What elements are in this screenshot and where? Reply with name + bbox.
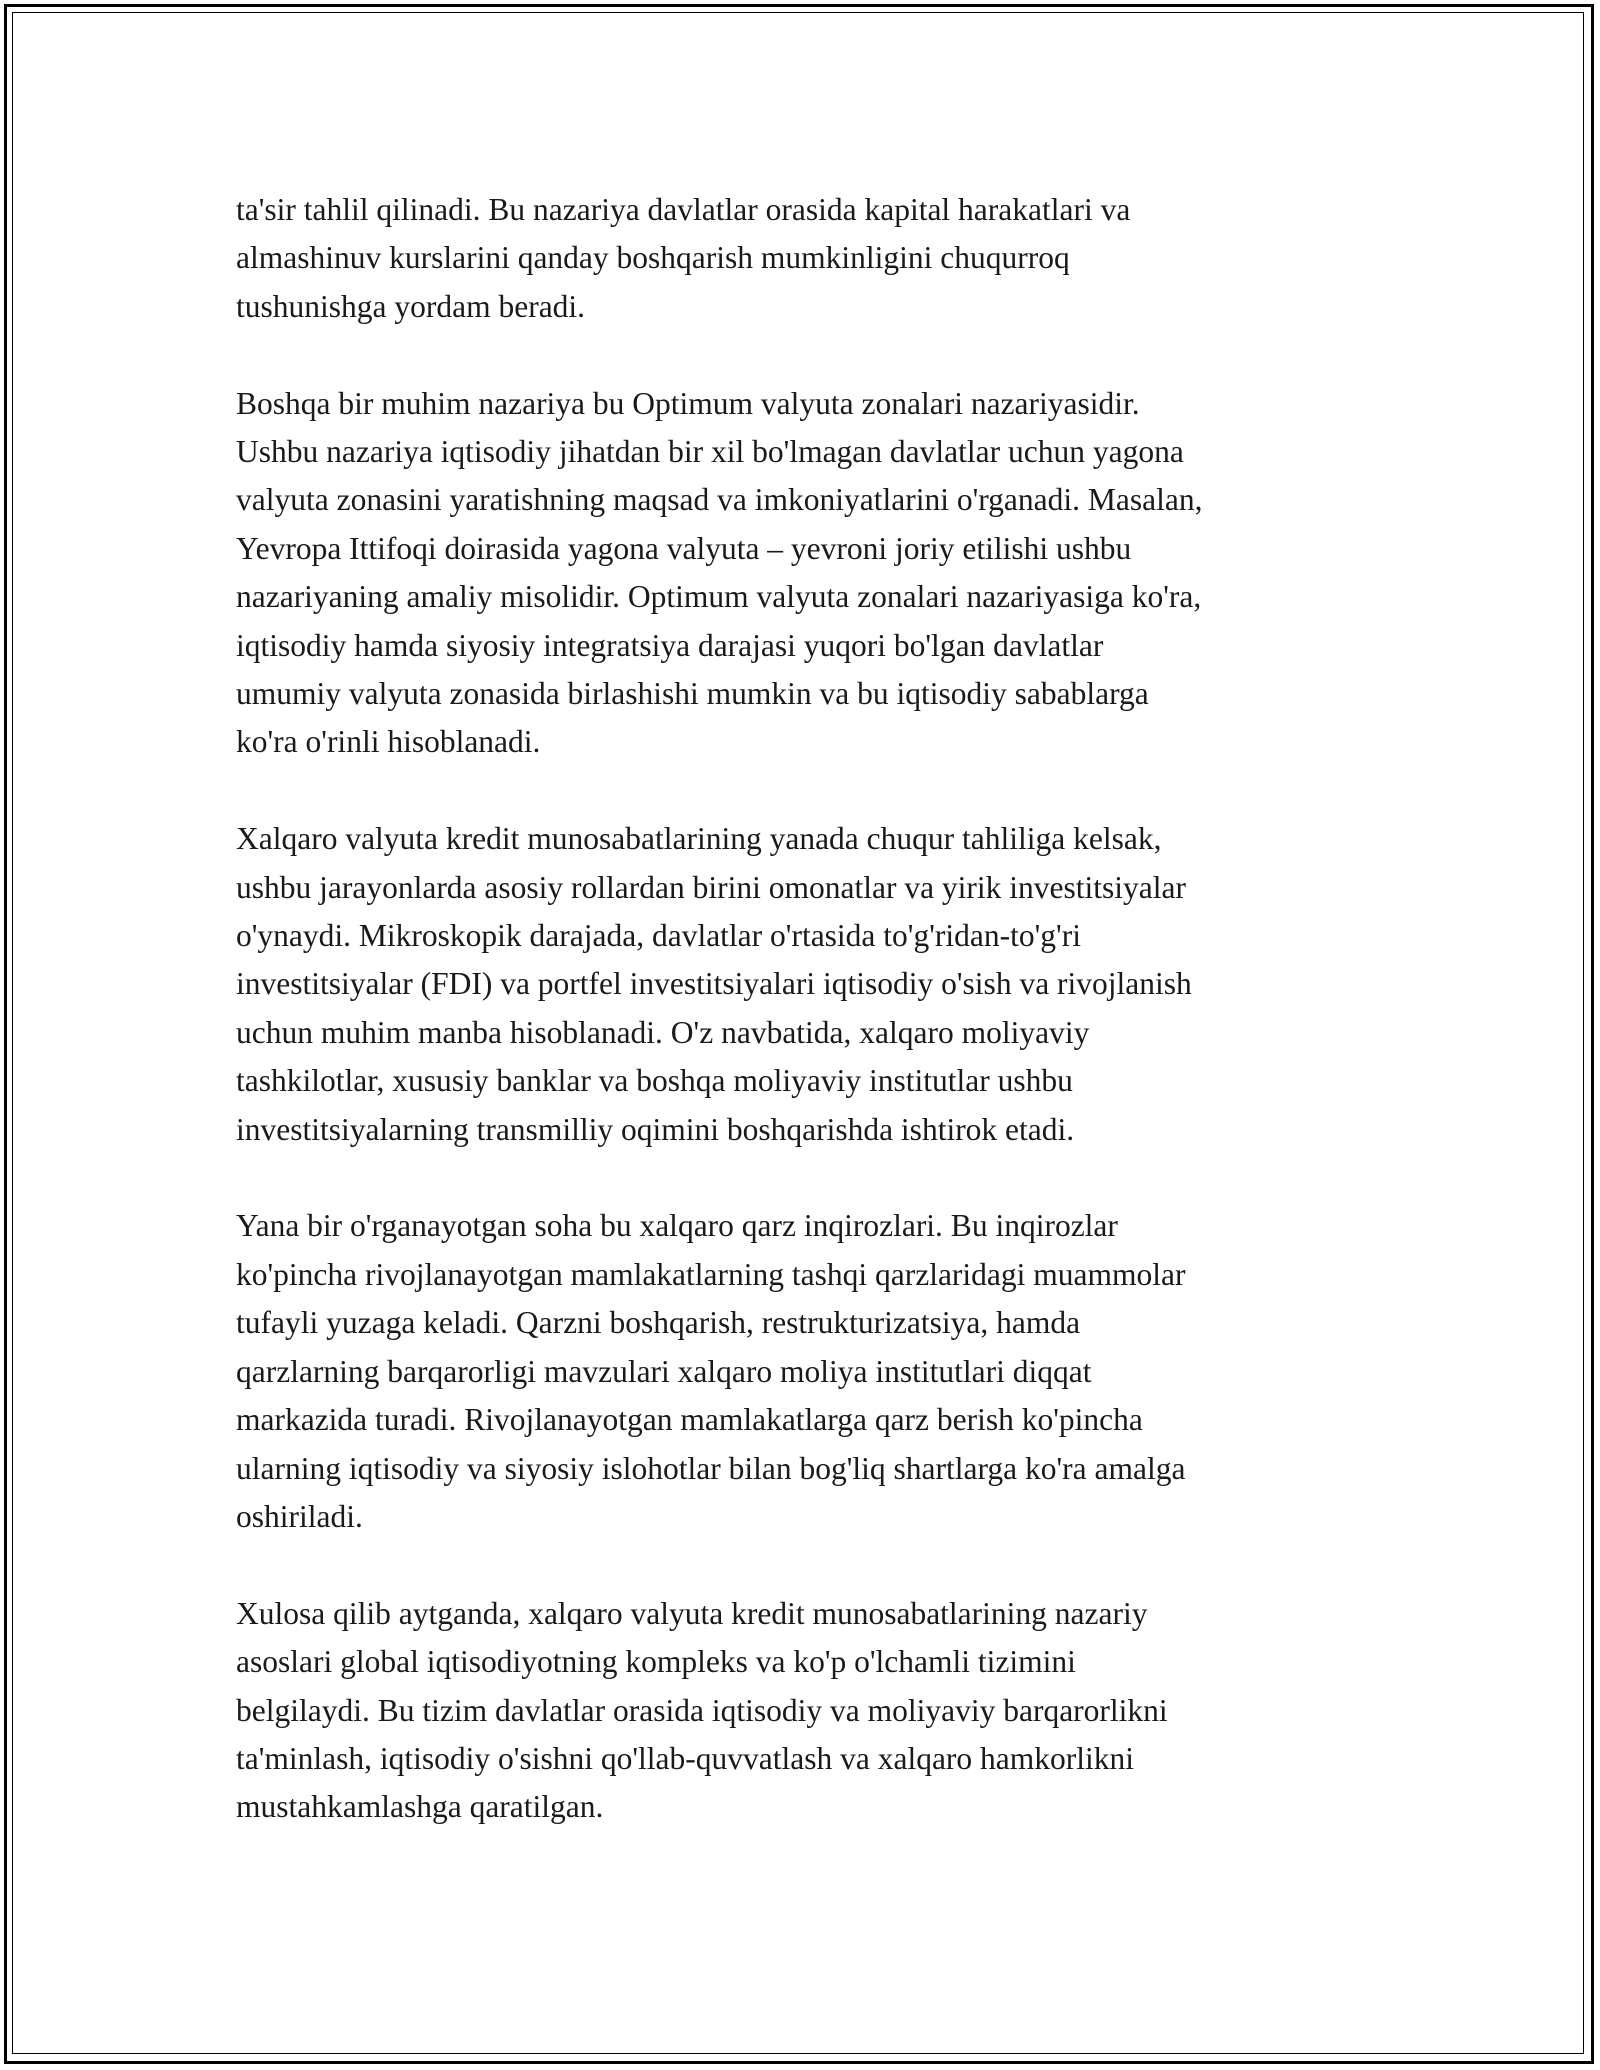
paragraph-1: ta'sir tahlil qilinadi. Bu nazariya davlatlar orasida kapital harakatlari va almashinuv kurslarini qanday boshqarish mumkinligini chuqurroq tushunishga yordam beradi.: [236, 192, 1131, 324]
paragraph-5: Xulosa qilib aytganda, xalqaro valyuta kredit munosabatlarining nazariy asoslari global iqtisodiyotning kompleks va ko'p o'lchamli tizimini belgilaydi. Bu tizim davlatlar orasida iqtisodiy va moliyaviy barqarorlikni ta'minlash, iqtisodiy o'sishni qo'llab-quvvatlash va xalqaro hamkorlikni mustahkamlashga qaratilgan.: [236, 1595, 1168, 1825]
paragraph-3: Xalqaro valyuta kredit munosabatlarining yanada chuqur tahliliga kelsak, ushbu jarayonlarda asosiy rollardan birini omonatlar va yirik investitsiyalar o'ynaydi. Mikroskopik darajada, davlatlar o'rtasida to'g'ridan-to'g'ri investitsiyalar (FDI) va portfel investitsiyalari iqtisodiy o'sish va rivojlanish uchun muhim manba hisoblanadi. O'z navbatida, xalqaro moliyaviy tashkilotlar, xususiy banklar va boshqa moliyaviy institutlar ushbu investitsiyalarning transmilliy oqimini boshqarishda ishtirok etadi.: [236, 821, 1192, 1147]
paragraph-4: Yana bir o'rganayotgan soha bu xalqaro qarz inqirozlari. Bu inqirozlar ko'pincha rivojlanayotgan mamlakatlarning tashqi qarzlaridagi muammolar tufayli yuzaga keladi. Qarzni boshqarish, restrukturizatsiya, hamda qarzlarning barqarorligi mavzulari xalqaro moliya institutlari diqqat markazida turadi. Rivojlanayotgan mamlakatlarga qarz berish ko'pincha ularning iqtisodiy va siyosiy islohotlar bilan bog'liq shartlarga ko'ra amalga oshiriladi.: [236, 1208, 1186, 1534]
paragraph-2: Boshqa bir muhim nazariya bu Optimum valyuta zonalari nazariyasidir. Ushbu nazariya iqtisodiy jihatdan bir xil bo'lmagan davlatlar uchun yagona valyuta zonasini yaratishning maqsad va imkoniyatlarini o'rganadi. Masalan, Yevropa Ittifoqi doirasida yagona valyuta – yevroni joriy etilishi ushbu nazariyaning amaliy misolidir. Optimum valyuta zonalari nazariyasiga ko'ra, iqtisodiy hamda siyosiy integratsiya darajasi yuqori bo'lgan davlatlar umumiy valyuta zonasida birlashishi mumkin va bu iqtisodiy sabablarga ko'ra o'rinli hisoblanadi.: [236, 385, 1203, 760]
document-body: [236, 186, 1366, 1880]
